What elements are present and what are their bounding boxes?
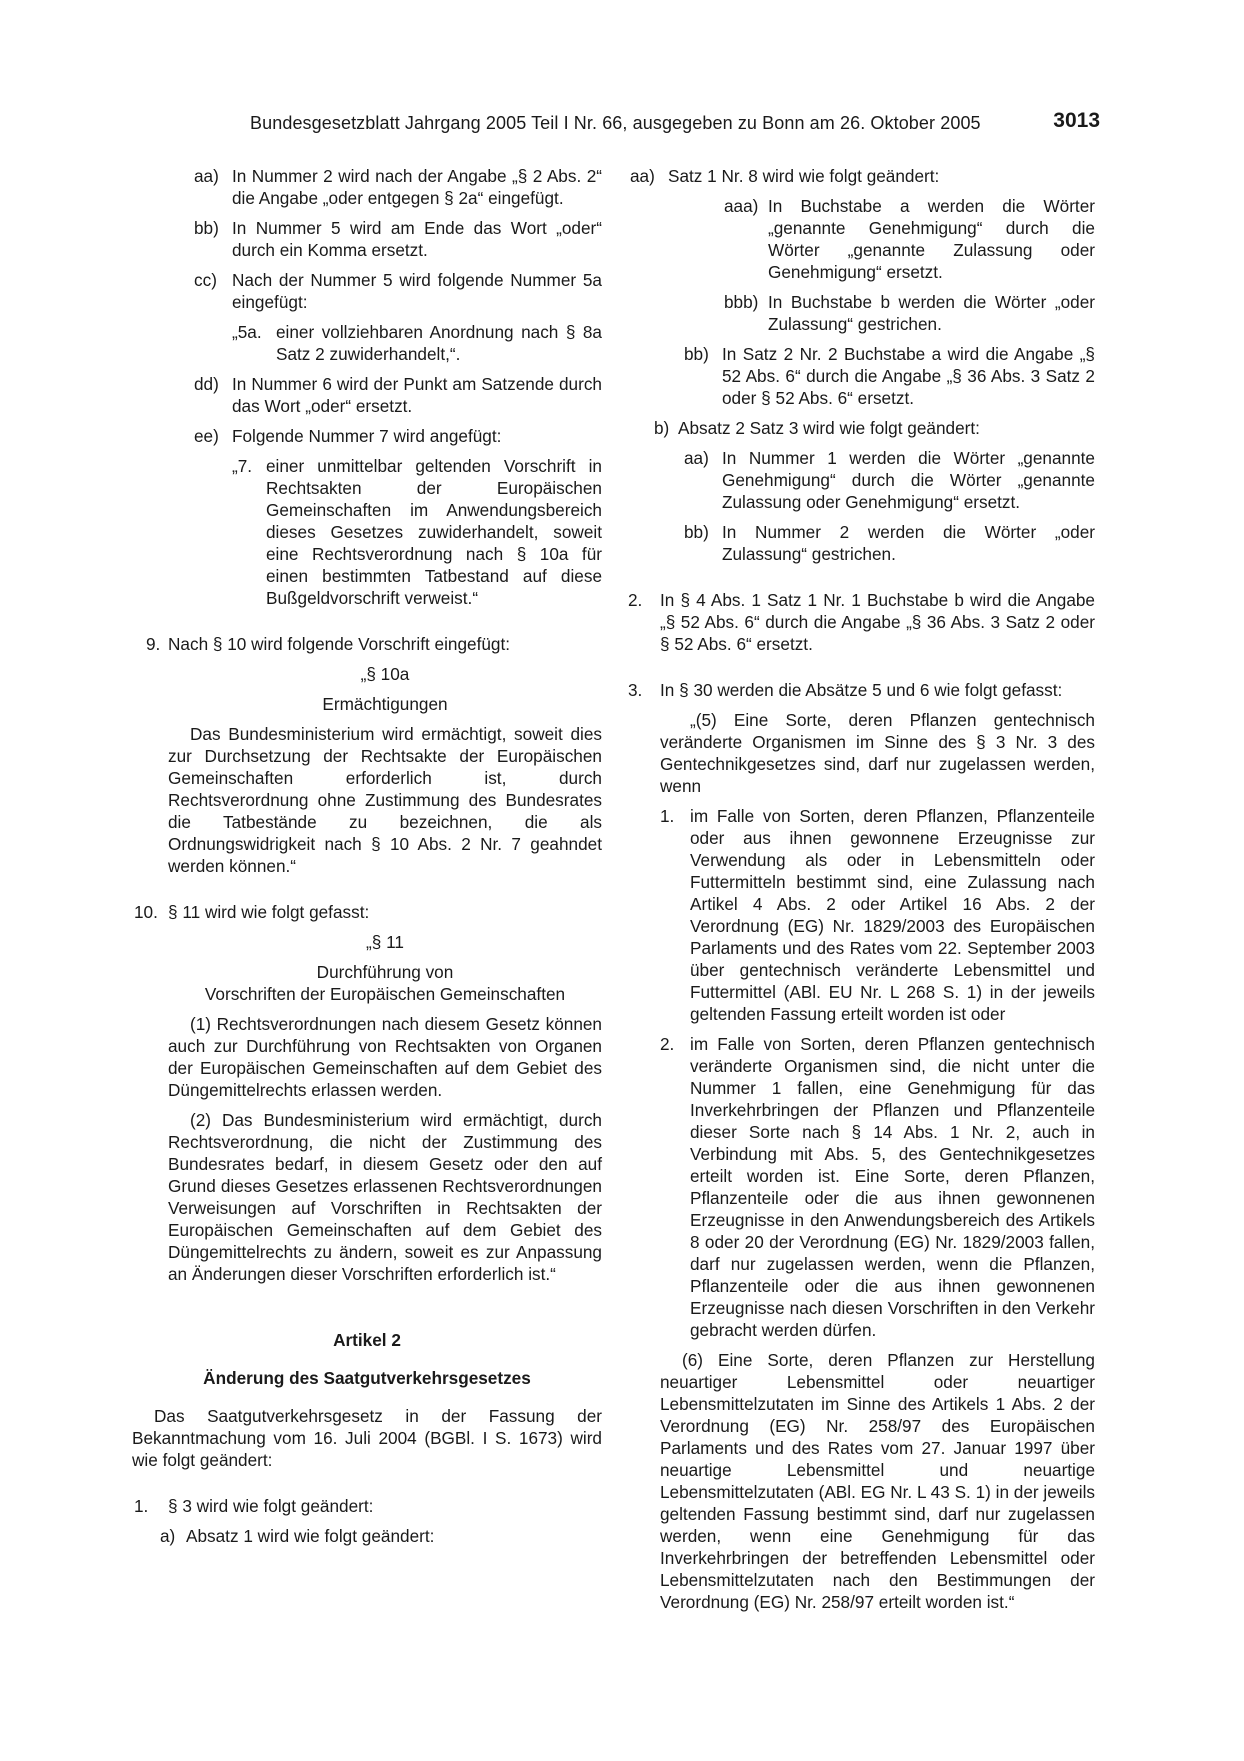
list-item-bbb: [628, 291, 1095, 335]
list-item-aa: [132, 165, 602, 209]
item-text: In Nummer 1 werden die Wörter „genannte Genehmigung“ durch die Wörter „genannte Zulassung oder Genehmigung“ ersetzt.: [722, 448, 1095, 512]
list-item-bb-right: [628, 343, 1095, 409]
item-label: bb): [194, 218, 219, 238]
item-text: Absatz 1 wird wie folgt geändert:: [186, 1526, 435, 1546]
item-text: In Buchstabe b werden die Wörter „oder Zulassung“ gestrichen.: [768, 292, 1095, 334]
item-text: Absatz 2 Satz 3 wird wie folgt geändert:: [678, 418, 980, 438]
list-item-dd: [132, 373, 602, 417]
paragraph-5-item-2: [628, 1033, 1095, 1341]
list-item-ee: [132, 425, 602, 447]
item-text: In Satz 2 Nr. 2 Buchstabe a wird die Angabe „§ 52 Abs. 6“ durch die Angabe „§ 36 Abs. 3 Satz 2 oder § 52 Abs. 6“ ersetzt.: [722, 344, 1095, 408]
list-item-b: [628, 417, 1095, 439]
item-text: im Falle von Sorten, deren Pflanzen gentechnisch veränderte Organismen sind, die nicht unter die Nummer 1 fallen, eine Genehmigung für das Inverkehrbringen der Pflanzen und Pflanzenteile dieser Sorte nach § 14 Abs. 1 Nr. 2, auch in Verbindung mit Abs. 5, des Gentechnikgesetzes erteilt worden ist. Eine Sorte, deren Pflanzen, Pflanzenteile oder die aus ihnen gewonnenen Erzeugnisse in den Anwendungsbereich des Artikels 8 oder 20 der Verordnung (EG) Nr. 1829/2003 fallen, darf nur zugelassen werden, wenn die Pflanzen, Pflanzenteile oder die aus ihnen gewonnenen Erzeugnisse nach diesen Vorschriften in den Verkehr gebracht werden dürfen.: [690, 1034, 1095, 1340]
item-text: In Nummer 6 wird der Punkt am Satzende durch das Wort „oder“ ersetzt.: [232, 374, 602, 416]
section-10a-title: „§ 10a: [360, 664, 410, 684]
item-text: § 3 wird wie folgt geändert:: [168, 1496, 374, 1516]
item-label: 1.: [660, 806, 675, 826]
item-text: im Falle von Sorten, deren Pflanzen, Pflanzenteile oder aus ihnen gewonnene Erzeugnisse zur Verwendung als oder in Lebensmitteln oder Futtermitteln bestimmt sind, eine Zulassung nach Artikel 4 Abs. 2 oder Artikel 16 Abs. 2 der Verordnung (EG) Nr. 1829/2003 des Europäischen Parlaments und des Rates vom 22. September 2003 über gentechnisch veränderte Lebensmittel und Futtermittel (ABl. EU Nr. L 268 S. 1) in der jeweils geltenden Fassung erteilt worden ist oder: [690, 806, 1095, 1024]
item-text: § 11 wird wie folgt gefasst:: [168, 902, 370, 922]
item-text: Satz 1 Nr. 8 wird wie folgt geändert:: [668, 166, 940, 186]
item-label: bbb): [724, 292, 759, 312]
item-text: Folgende Nummer 7 wird angefügt:: [232, 426, 502, 446]
item-text: einer vollziehbaren Anordnung nach § 8a Satz 2 zuwiderhandelt,“.: [276, 322, 602, 364]
item-text: Nach der Nummer 5 wird folgende Nummer 5a eingefügt:: [232, 270, 602, 312]
item-label: aa): [194, 166, 219, 186]
section-11-title: „§ 11: [366, 932, 404, 952]
section-11-heading-line2: Vorschriften der Europäischen Gemeinschaften: [204, 984, 566, 1004]
item-text: In Nummer 2 werden die Wörter „oder Zulassung“ gestrichen.: [722, 522, 1095, 564]
item-label: 9.: [146, 634, 161, 654]
item-label: 2.: [628, 590, 643, 610]
header-title: Bundesgesetzblatt Jahrgang 2005 Teil I Nr. 66, ausgegeben zu Bonn am 26. Oktober 2005: [250, 113, 981, 133]
item-label: a): [160, 1526, 176, 1546]
article-2-item-1: [132, 1495, 602, 1517]
item-label: „7.: [232, 456, 253, 476]
page-number: 3013: [1053, 109, 1100, 132]
list-item-aaa: [628, 195, 1095, 283]
page-header: [250, 111, 1100, 141]
quote-item-5a: [132, 321, 602, 365]
item-text: In § 30 werden die Absätze 5 und 6 wie folgt gefasst:: [660, 680, 1063, 700]
section-11-heading-line1: Durchführung von: [316, 962, 454, 982]
list-item-b-aa: [628, 447, 1095, 513]
list-item-b-bb: [628, 521, 1095, 565]
list-item-cc: [132, 269, 602, 313]
list-item-9: [132, 633, 602, 655]
paragraph-5: „(5) Eine Sorte, deren Pflanzen gentechnisch veränderte Organismen im Sinne des § 3 Nr. 3 des Gentechnikgesetzes sind, darf nur zugelassen werden, wenn: [660, 710, 1095, 796]
article-2-item-a: [132, 1525, 602, 1547]
item-label: bb): [684, 522, 709, 542]
list-item-aa-right: [628, 165, 1095, 187]
list-item-2: [628, 589, 1095, 655]
section-11-paragraph-1: (1) Rechtsverordnungen nach diesem Gesetz können auch zur Durchführung von Rechtsakten von Organen der Europäischen Gemeinschaften auf dem Gebiet des Düngemittelrechts erlassen werden.: [168, 1014, 602, 1100]
item-text: In Nummer 2 wird nach der Angabe „§ 2 Abs. 2“ die Angabe „oder entgegen § 2a“ eingefügt.: [232, 166, 602, 208]
item-label: dd): [194, 374, 219, 394]
item-label: b): [654, 418, 670, 438]
item-label: „5a.: [232, 322, 262, 342]
item-label: 3.: [628, 680, 643, 700]
article-2-title: Artikel 2: [333, 1330, 401, 1350]
list-item-bb: [132, 217, 602, 261]
quote-item-7: [132, 455, 602, 609]
item-label: aaa): [724, 196, 759, 216]
paragraph-6: (6) Eine Sorte, deren Pflanzen zur Herstellung neuartiger Lebensmittel oder neuartiger Lebensmittelzutaten im Sinne des Artikels 1 Abs. 2 der Verordnung (EG) Nr. 258/97 des Europäischen Parlaments und des Rates vom 27. Januar 1997 über neuartige Lebensmittel und neuartige Lebensmittelzutaten (ABl. EG Nr. L 43 S. 1) in der jeweils geltenden Fassung bestimmt sind, darf nur zugelassen werden, wenn eine Genehmigung für das Inverkehrbringen der betreffenden Lebensmittel oder Lebensmittelzutaten nach den Bestimmungen der Verordnung (EG) Nr. 258/97 erteilt worden ist.“: [660, 1350, 1095, 1612]
left-column: [132, 165, 602, 1547]
section-11-paragraph-2: (2) Das Bundesministerium wird ermächtigt, durch Rechtsverordnung, die nicht der Zustimmung des Bundesrates bedarf, in diesem Gesetz oder den auf Grund dieses Gesetzes erlassenen Rechtsverordnungen Verweisungen auf Vorschriften in Rechtsakten der Europäischen Gemeinschaften auf dem Gebiet des Düngemittelrechts zu ändern, soweit es zur Anpassung an Änderungen dieser Vorschriften erforderlich ist.“: [168, 1110, 602, 1284]
article-2-intro: Das Saatgutverkehrsgesetz in der Fassung der Bekanntmachung vom 16. Juli 2004 (BGBl. I S. 1673) wird wie folgt geändert:: [132, 1406, 602, 1470]
item-label: aa): [630, 166, 655, 186]
item-text: Nach § 10 wird folgende Vorschrift eingefügt:: [168, 634, 511, 654]
item-label: 10.: [134, 902, 158, 922]
list-item-10: [132, 901, 602, 923]
section-10a-text: Das Bundesministerium wird ermächtigt, soweit dies zur Durchsetzung der Rechtsakte der Europäischen Gemeinschaften erforderlich ist, durch Rechtsverordnung ohne Zustimmung des Bundesrates die Tatbestände zu bezeichnen, die als Ordnungswidrigkeit nach § 10 Abs. 2 Nr. 7 geahndet werden können.“: [168, 724, 602, 876]
item-label: 2.: [660, 1034, 675, 1054]
list-item-3: [628, 679, 1095, 701]
paragraph-5-item-1: [628, 805, 1095, 1025]
item-text: In Buchstabe a werden die Wörter „genannte Genehmigung“ durch die Wörter „genannte Zulassung oder Genehmigung“ ersetzt.: [768, 196, 1095, 282]
item-label: 1.: [134, 1496, 149, 1516]
article-2-heading: Änderung des Saatgutverkehrsgesetzes: [203, 1368, 531, 1388]
item-label: bb): [684, 344, 709, 364]
item-label: ee): [194, 426, 219, 446]
item-text: In Nummer 5 wird am Ende das Wort „oder“ durch ein Komma ersetzt.: [232, 218, 602, 260]
item-text: In § 4 Abs. 1 Satz 1 Nr. 1 Buchstabe b wird die Angabe „§ 52 Abs. 6“ durch die Angabe „§ 36 Abs. 3 Satz 2 oder § 52 Abs. 6“ ersetzt.: [660, 590, 1095, 654]
item-label: aa): [684, 448, 709, 468]
right-column: [628, 165, 1095, 1613]
section-10a-heading: Ermächtigungen: [322, 694, 448, 714]
item-text: einer unmittelbar geltenden Vorschrift in Rechtsakten der Europäischen Gemeinschaften im Anwendungsbereich dieses Gesetzes zuwiderhandelt, soweit eine Rechtsverordnung nach § 10a für einen bestimmten Tatbestand auf diese Bußgeldvorschrift verweist.“: [266, 456, 602, 608]
item-label: cc): [194, 270, 217, 290]
